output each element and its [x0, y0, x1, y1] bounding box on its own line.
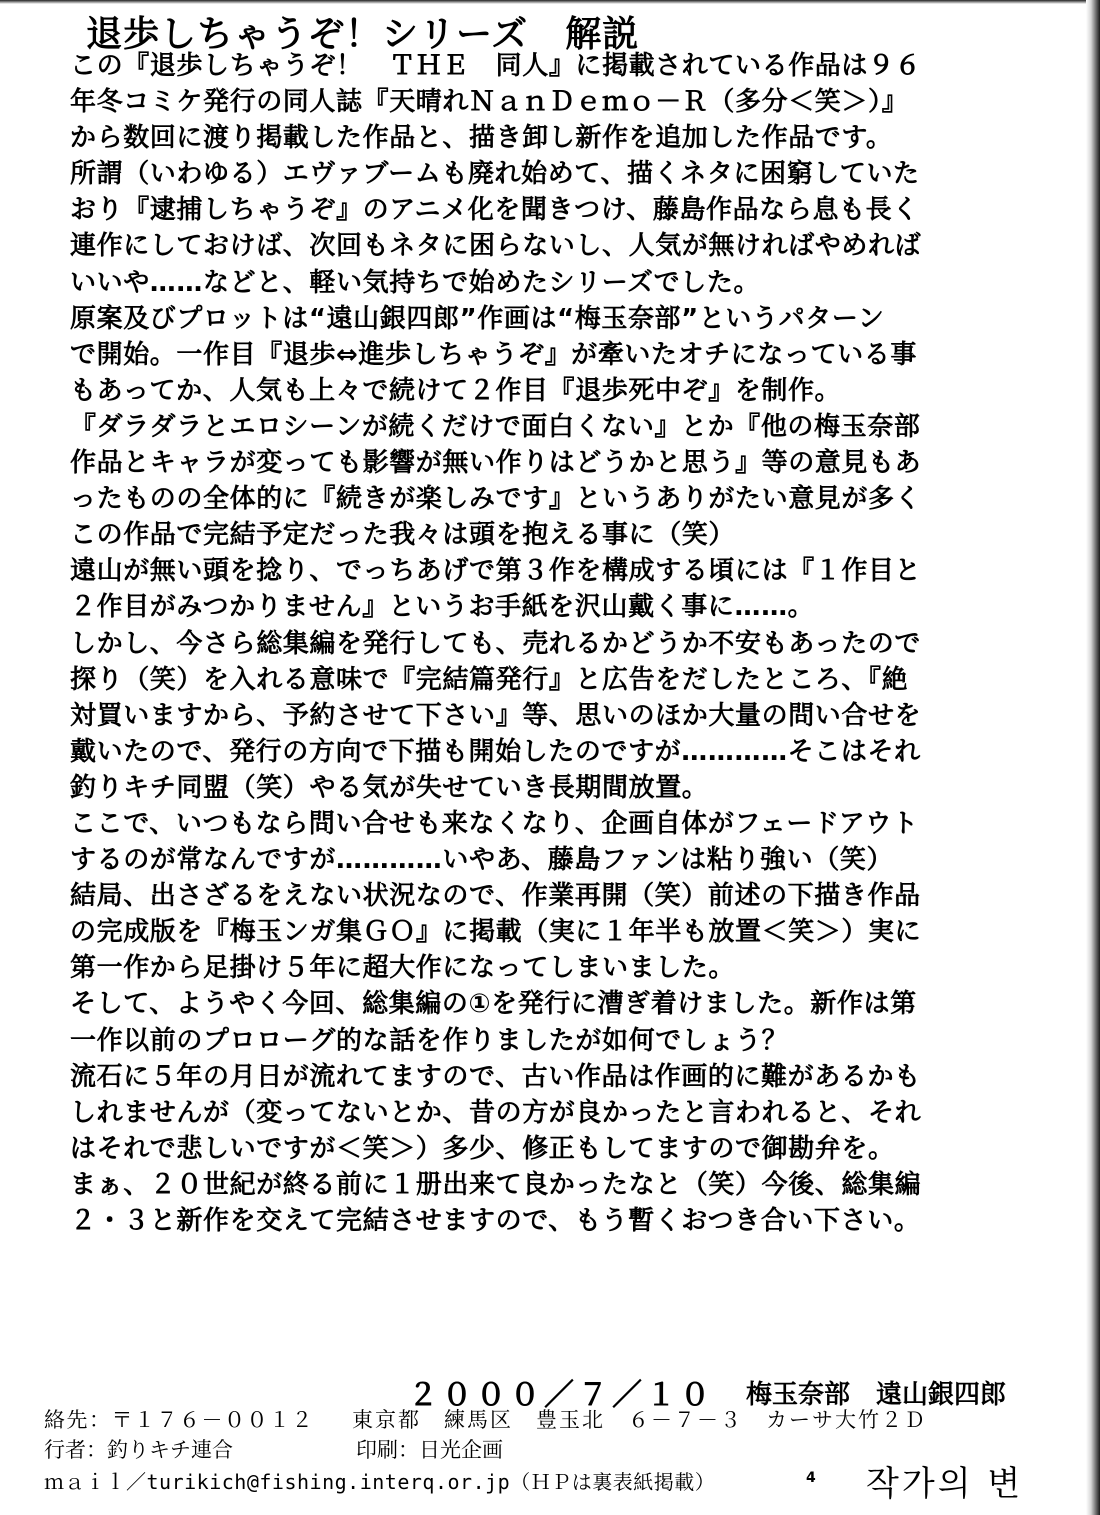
body-line: ２作目がみつかりません』というお手紙を沢山戴く事に……。	[70, 592, 815, 623]
body-line: 作品とキャラが変っても影響が無い作りはどうかと思う』等の意見もあ	[70, 448, 922, 479]
printer-line: 印刷：日光企画	[356, 1438, 503, 1462]
body-line: の完成版を『梅玉ンガ集ＧＯ』に掲載（実に１年半も放置＜笑＞）実に	[70, 917, 922, 948]
body-line: 第一作から足掛け５年に超大作になってしまいました。	[70, 953, 736, 984]
body-line: しかし、今さら総集編を発行しても、売れるかどうか不安もあったので	[70, 628, 921, 659]
body-line: 対買いますから、予約させて下さい』等、思いのほか大量の問い合せを	[70, 700, 922, 731]
body-line: するのが常なんですが…………いやあ、藤島ファンは粘り強い（笑）	[70, 845, 894, 876]
body-line: ここで、いつもなら問い合せも来なくなり、企画自体がフェードアウト	[70, 808, 919, 839]
body-line: 釣りキチ同盟（笑）やる気が失せていき長期間放置。	[70, 772, 709, 803]
body-line: ったものの全体的に『続きが楽しみです』というありがたい意見が多く	[70, 484, 922, 515]
body-line: から数回に渡り掲載した作品と、描き卸し新作を追加した作品です。	[70, 123, 893, 154]
page-title: 退歩しちゃうぞ！シリーズ 解説	[86, 14, 640, 55]
body-line: いいや……などと、軽い気持ちで始めたシリーズでした。	[70, 267, 761, 298]
body-line: 『ダラダラとエロシーンが続くだけで面白くない』とか『他の梅玉奈部	[70, 411, 921, 442]
body-line: 連作にしておけば、次回もネタに困らないし、人気が無ければやめれば	[70, 231, 922, 262]
body-line: まぁ、２０世紀が終る前に１册出来て良かったなと（笑）今後、総集編	[70, 1169, 922, 1200]
translator-note: 작가의 변	[866, 1464, 1024, 1504]
body-line: 年冬コミケ発行の同人誌『天晴れＮａｎＤｅｍｏ－Ｒ（多分＜笑＞）』	[70, 87, 909, 118]
signature-date: ２０００／７／１０	[408, 1378, 714, 1413]
body-line: 原案及びプロットは“遠山銀四郎”作画は“梅玉奈部”というパターン	[70, 303, 885, 334]
contact-address: 東京都 練馬区 豊玉北 ６－７－３ カーサ大竹２Ｄ	[352, 1408, 927, 1432]
body-line: しれませんが（変ってないとか、昔の方が良かったと言われると、それ	[70, 1097, 922, 1128]
body-line: ２・３と新作を交えて完結させますので、もう暫くおつき合い下さい。	[70, 1206, 921, 1236]
contact-postal: 絡先：〒１７６－００１２	[44, 1408, 314, 1432]
body-line: はそれで悲しいですが＜笑＞）多少、修正もしてますので御勘弁を。	[70, 1133, 895, 1164]
scan-edge-right	[1086, 0, 1100, 1515]
page-number: 4	[806, 1470, 816, 1486]
body-line: 所謂（いわゆる）エヴァブームも廃れ始めて、描くネタに困窮していた	[70, 159, 920, 190]
body-line: 探り（笑）を入れる意味で『完結篇発行』と広告をだしたところ、『絶	[70, 664, 909, 695]
body-line: 戴いたので、発行の方向で下描も開始したのですが…………そこはそれ	[70, 736, 921, 767]
publisher-line: 行者：釣りキチ連合	[44, 1438, 233, 1462]
signature-authors: 梅玉奈部 遠山銀四郎	[746, 1380, 1007, 1410]
scan-edge-top	[0, 0, 1100, 4]
body-line: この作品で完結予定だった我々は頭を抱える事に（笑）	[70, 520, 736, 551]
body-line: 流石に５年の月日が流れてますので、古い作品は作画的に難があるかも	[70, 1061, 921, 1092]
body-line: もあってか、人気も上々で続けて２作目『退歩死中ぞ』を制作。	[70, 375, 842, 406]
body-line: そして、ようやく今回、総集編の①を発行に漕ぎ着けました。新作は第	[70, 989, 917, 1020]
body-line: で開始。一作目『退歩⇔進歩しちゃうぞ』が牽いたオチになっている事	[70, 339, 917, 370]
body-line: おり『逮捕しちゃうぞ』のアニメ化を聞きつけ、藤島作品なら息も長く	[70, 195, 919, 226]
commentary-body	[70, 48, 1080, 1239]
body-line: 遠山が無い頭を捻り、でっちあげで第３作を構成する頃には『１作目と	[70, 556, 922, 587]
body-line: 結局、出さざるをえない状況なので、作業再開（笑）前述の下描き作品	[70, 881, 921, 912]
body-line: 一作以前のプロローグ的な話を作りましたが如何でしょう？	[70, 1025, 789, 1056]
mail-line: ｍａｉｌ／turikich@fishing.interq.or.jp（ＨＰは裏表紙掲載）	[44, 1470, 716, 1494]
body-line: この『退歩しちゃうぞ！ ＴＨＥ 同人』に掲載されている作品は９６	[70, 51, 922, 81]
contact-line	[44, 1404, 927, 1434]
